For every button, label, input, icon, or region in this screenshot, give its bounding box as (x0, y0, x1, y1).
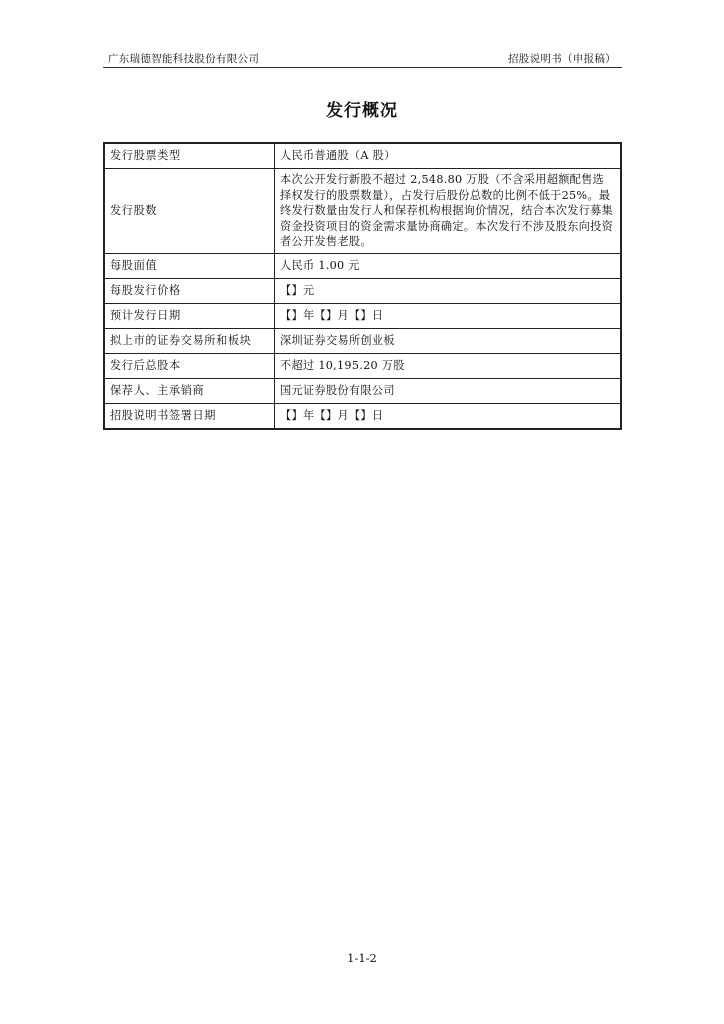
table-row (104, 143, 621, 169)
table-row (104, 403, 621, 429)
row-value: 国元证券股份有限公司 (275, 378, 622, 403)
row-label: 每股发行价格 (104, 278, 275, 303)
row-value: 人民币普通股（A 股） (275, 143, 622, 169)
table-row (104, 253, 621, 278)
row-value: 【】年【】月【】日 (275, 403, 622, 429)
row-label: 每股面值 (104, 253, 275, 278)
row-label: 保荐人、主承销商 (104, 378, 275, 403)
row-label: 发行后总股本 (104, 353, 275, 378)
row-value: 深圳证券交易所创业板 (275, 328, 622, 353)
table-row (104, 328, 621, 353)
page-title: 发行概况 (326, 101, 398, 121)
header-company: 广东瑞德智能科技股份有限公司 (108, 53, 260, 65)
row-label: 发行股票类型 (104, 143, 275, 169)
row-value: 本次公开发行新股不超过 2,548.80 万股（不含采用超额配售选择权发行的股票数量），占发行后股份总数的比例不低于25%。最终发行数量由发行人和保荐机构根据询价情况，结合本次发行募集资金投资项目的资金需求量协商确定。本次发行不涉及股东向投资者公开发售老股。 (275, 169, 622, 254)
table-row (104, 169, 621, 254)
row-label: 预计发行日期 (104, 303, 275, 328)
table-row (104, 303, 621, 328)
issuance-overview-table (103, 142, 622, 430)
header-doc-type: 招股说明书（申报稿） (508, 53, 616, 65)
row-value: 【】年【】月【】日 (275, 303, 622, 328)
table-row (104, 378, 621, 403)
row-value: 不超过 10,195.20 万股 (275, 353, 622, 378)
table-row (104, 353, 621, 378)
row-label: 拟上市的证券交易所和板块 (104, 328, 275, 353)
header-divider (103, 67, 622, 68)
table-row (104, 278, 621, 303)
row-label: 发行股数 (104, 169, 275, 254)
page-number: 1-1-2 (347, 951, 377, 965)
row-value: 人民币 1.00 元 (275, 253, 622, 278)
row-label: 招股说明书签署日期 (104, 403, 275, 429)
row-value: 【】元 (275, 278, 622, 303)
